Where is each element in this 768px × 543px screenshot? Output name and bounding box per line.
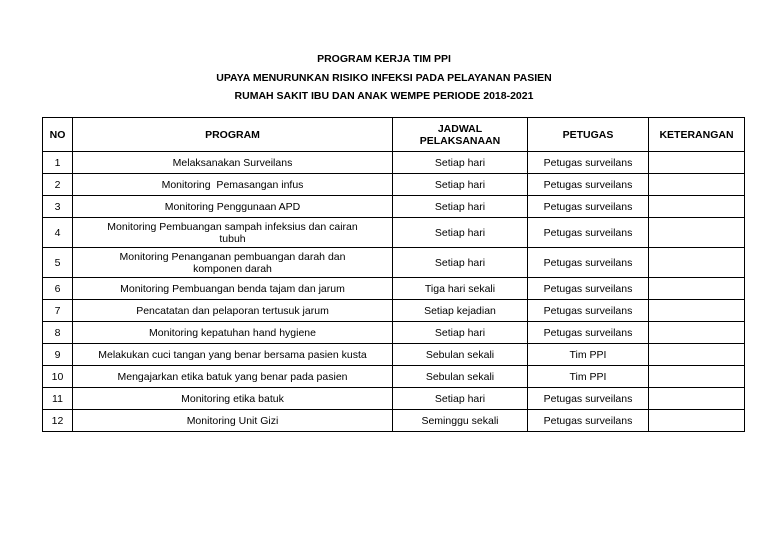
cell-keterangan (649, 366, 745, 388)
cell-keterangan (649, 388, 745, 410)
cell-petugas: Tim PPI (528, 366, 649, 388)
table-row (43, 218, 745, 248)
table-row (43, 152, 745, 174)
cell-program-line2: tubuh (219, 232, 246, 245)
cell-jadwal: Setiap hari (393, 388, 528, 410)
cell-jadwal: Setiap hari (393, 322, 528, 344)
cell-program: Monitoring etika batuk (73, 388, 393, 410)
cell-jadwal: Setiap hari (393, 152, 528, 174)
document-subtitle: UPAYA MENURUNKAN RISIKO INFEKSI PADA PELAYANAN PASIEN (216, 71, 552, 84)
table-header-row (43, 118, 745, 152)
document-title: PROGRAM KERJA TIM PPI (317, 53, 451, 65)
cell-no: 8 (43, 322, 73, 344)
cell-keterangan (649, 152, 745, 174)
cell-petugas: Petugas surveilans (528, 278, 649, 300)
document-title-block (0, 50, 768, 106)
cell-petugas: Petugas surveilans (528, 152, 649, 174)
cell-keterangan (649, 218, 745, 248)
cell-petugas: Petugas surveilans (528, 322, 649, 344)
cell-jadwal: Setiap hari (393, 248, 528, 278)
table-row (43, 248, 745, 278)
cell-petugas: Tim PPI (528, 344, 649, 366)
cell-no: 6 (43, 278, 73, 300)
column-header-keterangan: KETERANGAN (649, 118, 745, 152)
cell-keterangan (649, 322, 745, 344)
cell-petugas: Petugas surveilans (528, 410, 649, 432)
cell-no: 11 (43, 388, 73, 410)
cell-keterangan (649, 300, 745, 322)
cell-no: 5 (43, 248, 73, 278)
cell-jadwal: Sebulan sekali (393, 366, 528, 388)
document-subtitle-period: RUMAH SAKIT IBU DAN ANAK WEMPE PERIODE 2018-2021 (234, 90, 534, 102)
column-header-jadwal-line1: JADWAL (437, 122, 483, 135)
column-header-jadwal-line2: PELAKSANAAN (419, 134, 501, 147)
cell-keterangan (649, 344, 745, 366)
table-row (43, 174, 745, 196)
cell-jadwal: Sebulan sekali (393, 344, 528, 366)
cell-no: 1 (43, 152, 73, 174)
cell-program: Melakukan cuci tangan yang benar bersama pasien kusta (73, 344, 393, 366)
table-row (43, 388, 745, 410)
cell-no: 10 (43, 366, 73, 388)
cell-jadwal: Setiap hari (393, 174, 528, 196)
table-row (43, 196, 745, 218)
cell-program: Mengajarkan etika batuk yang benar pada pasien (73, 366, 393, 388)
cell-keterangan (649, 174, 745, 196)
cell-program (73, 218, 393, 248)
cell-keterangan (649, 248, 745, 278)
cell-program (73, 248, 393, 278)
cell-no: 9 (43, 344, 73, 366)
cell-program: Monitoring Penggunaan APD (73, 196, 393, 218)
table-row (43, 322, 745, 344)
cell-no: 4 (43, 218, 73, 248)
cell-jadwal: Tiga hari sekali (393, 278, 528, 300)
table-row (43, 366, 745, 388)
cell-program: Monitoring Pemasangan infus (73, 174, 393, 196)
cell-petugas: Petugas surveilans (528, 388, 649, 410)
cell-petugas: Petugas surveilans (528, 248, 649, 278)
column-header-petugas: PETUGAS (528, 118, 649, 152)
cell-program: Monitoring Pembuangan benda tajam dan jarum (73, 278, 393, 300)
cell-no: 12 (43, 410, 73, 432)
cell-petugas: Petugas surveilans (528, 218, 649, 248)
table-row (43, 410, 745, 432)
column-header-jadwal (393, 118, 528, 152)
column-header-no: NO (43, 118, 73, 152)
cell-keterangan (649, 196, 745, 218)
cell-program-line1: Monitoring Penanganan pembuangan darah dan (119, 250, 346, 263)
cell-keterangan (649, 278, 745, 300)
cell-petugas: Petugas surveilans (528, 196, 649, 218)
cell-program-line2: komponen darah (193, 262, 272, 275)
cell-keterangan (649, 410, 745, 432)
cell-no: 3 (43, 196, 73, 218)
cell-jadwal: Seminggu sekali (393, 410, 528, 432)
table-row (43, 300, 745, 322)
cell-program-line1: Monitoring Pembuangan sampah infeksius dan cairan (107, 220, 358, 233)
cell-program: Melaksanakan Surveilans (73, 152, 393, 174)
table-row (43, 278, 745, 300)
cell-jadwal: Setiap hari (393, 196, 528, 218)
cell-no: 2 (43, 174, 73, 196)
cell-jadwal: Setiap hari (393, 218, 528, 248)
table-row (43, 344, 745, 366)
column-header-program: PROGRAM (73, 118, 393, 152)
cell-jadwal: Setiap kejadian (393, 300, 528, 322)
program-table (42, 117, 745, 432)
cell-petugas: Petugas surveilans (528, 300, 649, 322)
cell-no: 7 (43, 300, 73, 322)
cell-petugas: Petugas surveilans (528, 174, 649, 196)
cell-program: Monitoring kepatuhan hand hygiene (73, 322, 393, 344)
cell-program: Pencatatan dan pelaporan tertusuk jarum (73, 300, 393, 322)
cell-program: Monitoring Unit Gizi (73, 410, 393, 432)
